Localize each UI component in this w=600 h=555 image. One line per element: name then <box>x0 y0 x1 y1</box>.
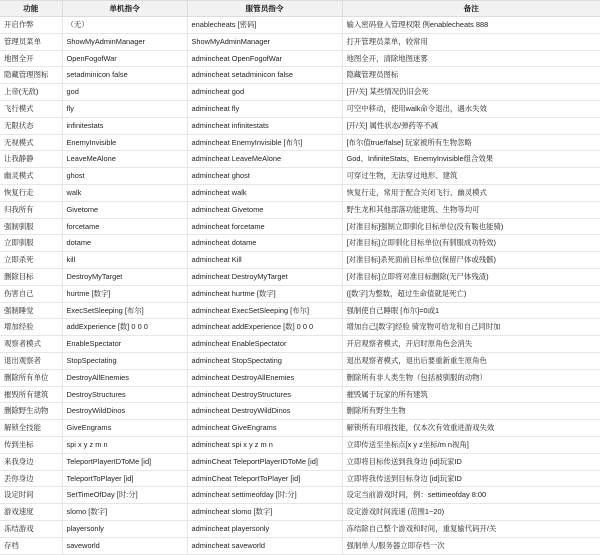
cell-note: 野生龙和其他部落功能建筑、生物等均可 <box>342 201 600 218</box>
table-row <box>0 520 600 537</box>
cell-note: 隐藏管理员图标 <box>342 67 600 84</box>
table-row <box>0 201 600 218</box>
cell-function: 解锁全技能 <box>0 420 62 437</box>
table-row <box>0 436 600 453</box>
cell-admin-command: admincheat EnemyInvisible [布尔] <box>187 134 342 151</box>
cell-solo-command: kill <box>62 252 187 269</box>
cell-admin-command: admincheat StopSpectating <box>187 352 342 369</box>
cell-function: 隐藏管理图标 <box>0 67 62 84</box>
cell-admin-command: admincheat spi x y z m n <box>187 436 342 453</box>
cell-note: 可穿过生物，无法穿过地形、建筑 <box>342 168 600 185</box>
cell-solo-command: slomo [数字] <box>62 504 187 521</box>
cell-note: [开/关] 某些情况仍旧会死 <box>342 84 600 101</box>
cell-note: 增加自己[数字]经验 骑宠物可给龙和自己同时加 <box>342 319 600 336</box>
cell-note: ([数字]为整数，超过生命值就是死亡) <box>342 285 600 302</box>
cell-note: 立即将我传送到目标身边 [id]玩家ID <box>342 470 600 487</box>
cell-solo-command: EnableSpectator <box>62 336 187 353</box>
cell-note: 立即将目标传送到我身边 [id]玩家ID <box>342 453 600 470</box>
cell-admin-command: admincheat setadminicon false <box>187 67 342 84</box>
cell-admin-command: admincheat ExecSetSleeping [布尔] <box>187 302 342 319</box>
cell-admin-command: admincheat OpenFogofWar <box>187 50 342 67</box>
cell-note: 设定当前游戏时间，例：settimeofday 8:00 <box>342 487 600 504</box>
table-row <box>0 369 600 386</box>
table-header <box>0 1 600 17</box>
cell-function: 增加经验 <box>0 319 62 336</box>
cell-note: 强制使自己睡眠 [布尔]=0或1 <box>342 302 600 319</box>
cell-note: 可空中移动，使用walk命令退出，遇水失效 <box>342 100 600 117</box>
cell-solo-command: （无） <box>62 17 187 34</box>
cell-note: [对准目标]立即驯化目标单位(有驯服成功特效) <box>342 235 600 252</box>
cell-admin-command: ShowMyAdminManager <box>187 33 342 50</box>
table-row <box>0 100 600 117</box>
cell-solo-command: hurtme [数字] <box>62 285 187 302</box>
cell-admin-command: admincheat EnableSpectator <box>187 336 342 353</box>
cell-admin-command: admincheat hurtme [数字] <box>187 285 342 302</box>
cell-solo-command: playersonly <box>62 520 187 537</box>
cell-solo-command: forcetame <box>62 218 187 235</box>
cell-solo-command: EnemyInvisible <box>62 134 187 151</box>
cell-solo-command: LeaveMeAlone <box>62 151 187 168</box>
cell-function: 强制驯服 <box>0 218 62 235</box>
cell-function: 删除目标 <box>0 268 62 285</box>
cell-function: 无视模式 <box>0 134 62 151</box>
cell-admin-command: admincheat LeaveMeAlone <box>187 151 342 168</box>
cell-note: [对准目标]杀死面前目标单位(保留尸体或残骸) <box>342 252 600 269</box>
cell-solo-command: ExecSetSleeping [布尔] <box>62 302 187 319</box>
column-header-function: 功能 <box>0 1 62 17</box>
table-row <box>0 319 600 336</box>
cell-function: 伤害自己 <box>0 285 62 302</box>
cell-note: 打开管理员菜单，较常用 <box>342 33 600 50</box>
cell-admin-command: admincheat playersonly <box>187 520 342 537</box>
cell-solo-command: saveworld <box>62 537 187 554</box>
cell-function: 传到坐标 <box>0 436 62 453</box>
table-row <box>0 67 600 84</box>
cell-solo-command: walk <box>62 184 187 201</box>
cell-admin-command: admincheat walk <box>187 184 342 201</box>
cell-admin-command: admincheat fly <box>187 100 342 117</box>
column-header-note: 备注 <box>342 1 600 17</box>
cell-function: 删除所有单位 <box>0 369 62 386</box>
table-row <box>0 168 600 185</box>
cell-function: 游戏速度 <box>0 504 62 521</box>
table-row <box>0 50 600 67</box>
column-header-admin-command: 服管员指令 <box>187 1 342 17</box>
cell-function: 立即驯服 <box>0 235 62 252</box>
cell-solo-command: GiveEngrams <box>62 420 187 437</box>
cell-function: 上帝(无敌) <box>0 84 62 101</box>
cell-admin-command: admincheat infinitestats <box>187 117 342 134</box>
cell-function: 观察者模式 <box>0 336 62 353</box>
cell-admin-command: adminCheat TeleportToPlayer [id] <box>187 470 342 487</box>
cell-admin-command: admincheat DestroyStructures <box>187 386 342 403</box>
table-row <box>0 184 600 201</box>
cell-admin-command: admincheat forcetame <box>187 218 342 235</box>
table-row <box>0 352 600 369</box>
table-row <box>0 252 600 269</box>
cell-note: 退出观察者模式，退出后要重新重生原角色 <box>342 352 600 369</box>
cell-note: 删除所有非人类生物（包括被驯服的动物） <box>342 369 600 386</box>
cell-function: 设定时间 <box>0 487 62 504</box>
cell-function: 摧毁所有建筑 <box>0 386 62 403</box>
table-body <box>0 17 600 555</box>
cell-note: [对准目标]强制立即驯化目标单位(没有鞍也能骑) <box>342 218 600 235</box>
cell-note: 冻结除自己整个游戏和时间，重复输代码开/关 <box>342 520 600 537</box>
cell-note: 强制单人/服务器立即存档一次 <box>342 537 600 554</box>
cell-function: 冻结游戏 <box>0 520 62 537</box>
cell-solo-command: SetTimeOfDay [时:分] <box>62 487 187 504</box>
cell-function: 丢你身边 <box>0 470 62 487</box>
table-row <box>0 420 600 437</box>
table-row <box>0 386 600 403</box>
cell-solo-command: ShowMyAdminManager <box>62 33 187 50</box>
table-row <box>0 302 600 319</box>
cell-admin-command: admincheat Kill <box>187 252 342 269</box>
table-row <box>0 537 600 554</box>
cell-function: 开启作弊 <box>0 17 62 34</box>
cell-solo-command: DestroyAllEnemies <box>62 369 187 386</box>
table-row <box>0 268 600 285</box>
cell-solo-command: DestroyWildDinos <box>62 403 187 420</box>
table-row <box>0 504 600 521</box>
cell-note: God、InfiniteStats、EnemyInvisible组合效果 <box>342 151 600 168</box>
table-header-row <box>0 1 600 17</box>
table-row <box>0 134 600 151</box>
cell-solo-command: dotame <box>62 235 187 252</box>
cell-note: [对准目标]立即将对准目标删除(无尸体残渣) <box>342 268 600 285</box>
table-row <box>0 218 600 235</box>
cell-note: 解锁所有印痕技能，仅本次有效重进游戏失效 <box>342 420 600 437</box>
cell-note: [开/关] 属性状态/弹药等不减 <box>342 117 600 134</box>
cell-solo-command: TeleportPlayerIDToMe [id] <box>62 453 187 470</box>
cell-admin-command: admincheat GiveEngrams <box>187 420 342 437</box>
cell-function: 退出观察者 <box>0 352 62 369</box>
table-row <box>0 17 600 34</box>
cell-function: 强制睡觉 <box>0 302 62 319</box>
cell-admin-command: admincheat ghost <box>187 168 342 185</box>
cell-function: 飞行模式 <box>0 100 62 117</box>
cell-solo-command: DestroyStructures <box>62 386 187 403</box>
cell-note: 删除所有野生生物 <box>342 403 600 420</box>
cell-admin-command: admincheat DestroyAllEnemies <box>187 369 342 386</box>
cell-admin-command: admincheat addExperience [数] 0 0 0 <box>187 319 342 336</box>
table-row <box>0 33 600 50</box>
table-row <box>0 235 600 252</box>
cell-note: 立即传送至坐标点[x y z坐标/m n视角] <box>342 436 600 453</box>
cell-solo-command: StopSpectating <box>62 352 187 369</box>
cell-function: 删除野生动物 <box>0 403 62 420</box>
cell-function: 幽灵模式 <box>0 168 62 185</box>
cell-admin-command: admincheat Givetome <box>187 201 342 218</box>
cell-solo-command: Givetome <box>62 201 187 218</box>
cell-function: 管理员菜单 <box>0 33 62 50</box>
table-row <box>0 403 600 420</box>
cell-solo-command: TeleportToPlayer [id] <box>62 470 187 487</box>
cell-solo-command: infinitestats <box>62 117 187 134</box>
cell-solo-command: DestroyMyTarget <box>62 268 187 285</box>
table-row <box>0 487 600 504</box>
cell-solo-command: OpenFogofWar <box>62 50 187 67</box>
cell-admin-command: admincheat settimeofday [时:分] <box>187 487 342 504</box>
table-row <box>0 84 600 101</box>
cell-solo-command: spi x y z m n <box>62 436 187 453</box>
cell-admin-command: admincheat DestroyMyTarget <box>187 268 342 285</box>
table-row <box>0 453 600 470</box>
table-row <box>0 285 600 302</box>
table-row <box>0 336 600 353</box>
cell-function: 让我静静 <box>0 151 62 168</box>
cell-solo-command: ghost <box>62 168 187 185</box>
cell-solo-command: fly <box>62 100 187 117</box>
cell-note: [布尔值true/false] 玩家被所有生物忽略 <box>342 134 600 151</box>
cell-note: 摧毁属于玩家的所有建筑 <box>342 386 600 403</box>
table-row <box>0 470 600 487</box>
cell-function: 无限状态 <box>0 117 62 134</box>
cell-note: 恢复行走，常用于配合关闭飞行、幽灵模式 <box>342 184 600 201</box>
cell-note: 地图全开，清除地图迷雾 <box>342 50 600 67</box>
column-header-solo-command: 单机指令 <box>62 1 187 17</box>
cell-note: 设定游戏时间流速 (范围1~20) <box>342 504 600 521</box>
table-row <box>0 117 600 134</box>
table-row <box>0 151 600 168</box>
cell-function: 来我身边 <box>0 453 62 470</box>
cell-function: 立即杀死 <box>0 252 62 269</box>
cell-solo-command: god <box>62 84 187 101</box>
cell-function: 存档 <box>0 537 62 554</box>
cell-admin-command: admincheat saveworld <box>187 537 342 554</box>
cell-admin-command: admincheat slomo [数字] <box>187 504 342 521</box>
cell-function: 地图全开 <box>0 50 62 67</box>
cell-function: 恢复行走 <box>0 184 62 201</box>
cell-admin-command: admincheat god <box>187 84 342 101</box>
cell-note: 开启观察者模式，开启时原角色会消失 <box>342 336 600 353</box>
cell-admin-command: enablecheats [密码] <box>187 17 342 34</box>
cell-admin-command: adminCheat TeleportPlayerIDToMe [id] <box>187 453 342 470</box>
cell-solo-command: addExperience [数] 0 0 0 <box>62 319 187 336</box>
cell-admin-command: admincheat DestroyWildDinos <box>187 403 342 420</box>
cell-note: 输入密码登入管理权限 例enablecheats 888 <box>342 17 600 34</box>
cell-function: 归我所有 <box>0 201 62 218</box>
cell-solo-command: setadminicon false <box>62 67 187 84</box>
cell-admin-command: admincheat dotame <box>187 235 342 252</box>
